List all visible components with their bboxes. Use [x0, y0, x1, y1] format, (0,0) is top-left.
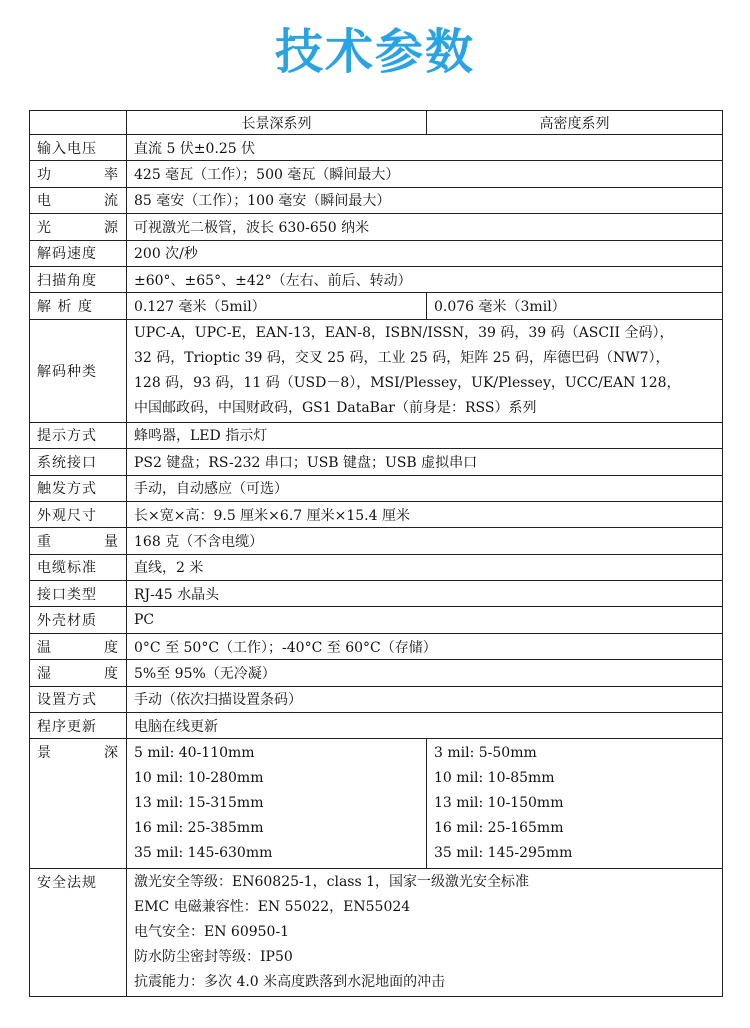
- label-dimensions: 外观尺寸: [30, 501, 127, 527]
- row-current: [30, 187, 723, 213]
- value-dimensions: 长×宽×高：9.5 厘米×6.7 厘米×15.4 厘米: [127, 501, 723, 527]
- value-housing: PC: [127, 607, 723, 633]
- value-connector: RJ-45 水晶头: [127, 581, 723, 607]
- table-header: [30, 111, 723, 135]
- row-symbologies: [30, 319, 723, 422]
- row-resolution: [30, 293, 723, 319]
- dof-line: 10 mil: 10-280mm: [134, 770, 264, 787]
- row-housing: [30, 607, 723, 633]
- safety-line: 抗震能力：多次 4.0 米高度跌落到水泥地面的冲击: [134, 974, 446, 991]
- safety-line: EMC 电磁兼容性：EN 55022，EN55024: [134, 899, 411, 916]
- label-power: 功 率: [30, 161, 127, 187]
- value-dof-long: [127, 739, 427, 869]
- label-update: 程序更新: [30, 713, 127, 739]
- label-light-source: 光 源: [30, 214, 127, 240]
- label-symbologies: 解码种类: [30, 319, 127, 422]
- row-update: [30, 713, 723, 739]
- header-long-dof-series: 长景深系列: [127, 111, 427, 135]
- value-current: 85 毫安（工作）；100 毫安（瞬间最大）: [127, 187, 723, 213]
- label-interface: 系统接口: [30, 449, 127, 475]
- dof-line: 13 mil: 15-315mm: [134, 795, 264, 812]
- value-setup: 手动（依次扫描设置条码）: [127, 686, 723, 712]
- value-decode-speed: 200 次/秒: [127, 240, 723, 266]
- value-temperature: 0°C 至 50°C（工作）；-40°C 至 60°C（存储）: [127, 633, 723, 659]
- row-humidity: [30, 660, 723, 686]
- value-power: 425 毫瓦（工作）；500 毫瓦（瞬间最大）: [127, 161, 723, 187]
- symbology-line: UPC-A，UPC-E，EAN-13，EAN-8，ISBN/ISSN，39 码，39 码（ASCII 全码），: [134, 324, 674, 341]
- value-cable: 直线，2 米: [127, 554, 723, 580]
- row-safety: [30, 869, 723, 997]
- value-humidity: 5%至 95%（无冷凝）: [127, 660, 723, 686]
- row-decode-speed: [30, 240, 723, 266]
- label-decode-speed: 解码速度: [30, 240, 127, 266]
- label-voltage: 输入电压: [30, 135, 127, 161]
- safety-line: 防水防尘密封等级：IP50: [134, 949, 293, 966]
- row-scan-angle: [30, 266, 723, 292]
- dof-line: 13 mil: 10-150mm: [434, 795, 564, 812]
- row-interface: [30, 449, 723, 475]
- value-interface: PS2 键盘；RS-232 串口；USB 键盘；USB 虚拟串口: [127, 449, 723, 475]
- value-trigger: 手动，自动感应（可选）: [127, 475, 723, 501]
- label-scan-angle: 扫描角度: [30, 266, 127, 292]
- value-indicator: 蜂鸣器，LED 指示灯: [127, 422, 723, 448]
- row-connector: [30, 581, 723, 607]
- label-safety: 安全法规: [30, 869, 127, 997]
- dof-line: 5 mil: 40-110mm: [134, 745, 255, 762]
- spec-table: [29, 110, 723, 997]
- row-cable: [30, 554, 723, 580]
- row-light-source: [30, 214, 723, 240]
- safety-line: 电气安全：EN 60950-1: [134, 924, 290, 941]
- row-depth-of-field: [30, 739, 723, 869]
- header-high-density-series: 高密度系列: [427, 111, 723, 135]
- row-power: [30, 161, 723, 187]
- label-connector: 接口类型: [30, 581, 127, 607]
- label-current: 电 流: [30, 187, 127, 213]
- value-dof-high: [427, 739, 723, 869]
- row-indicator: [30, 422, 723, 448]
- row-trigger: [30, 475, 723, 501]
- value-voltage: 直流 5 伏±0.25 伏: [127, 135, 723, 161]
- symbology-line: 128 码，93 码，11 码（USD－8），MSI/Plessey，UK/Plessey，UCC/EAN 128，: [134, 374, 681, 391]
- label-trigger: 触发方式: [30, 475, 127, 501]
- safety-line: 激光安全等级：EN60825-1，class 1，国家一级激光安全标准: [134, 874, 530, 891]
- dof-line: 35 mil: 145-295mm: [434, 845, 573, 862]
- dof-line: 10 mil: 10-85mm: [434, 770, 555, 787]
- label-cable: 电缆标准: [30, 554, 127, 580]
- dof-line: 16 mil: 25-165mm: [434, 820, 564, 837]
- label-humidity: 湿 度: [30, 660, 127, 686]
- value-light-source: 可视激光二极管，波长 630-650 纳米: [127, 214, 723, 240]
- dof-line: 16 mil: 25-385mm: [134, 820, 264, 837]
- row-temperature: [30, 633, 723, 659]
- label-weight: 重 量: [30, 528, 127, 554]
- label-indicator: 提示方式: [30, 422, 127, 448]
- value-resolution-high: 0.076 毫米（3mil）: [427, 293, 723, 319]
- symbology-line: 32 码，Trioptic 39 码，交叉 25 码，工业 25 码，矩阵 25 码，库德巴码（NW7），: [134, 349, 670, 366]
- row-setup: [30, 686, 723, 712]
- row-voltage: [30, 135, 723, 161]
- symbology-line: 中国邮政码，中国财政码，GS1 DataBar（前身是：RSS）系列: [134, 399, 537, 416]
- value-weight: 168 克（不含电缆）: [127, 528, 723, 554]
- value-scan-angle: ±60°、±65°、±42°（左右、前后、转动）: [127, 266, 723, 292]
- label-resolution: 解 析 度: [30, 293, 127, 319]
- page-title: 技术参数: [274, 24, 475, 80]
- value-symbologies: [127, 319, 723, 422]
- label-housing: 外壳材质: [30, 607, 127, 633]
- dof-line: 35 mil: 145-630mm: [134, 845, 273, 862]
- label-setup: 设置方式: [30, 686, 127, 712]
- value-resolution-long: 0.127 毫米（5mil）: [127, 293, 427, 319]
- label-depth-of-field: 景 深: [30, 739, 127, 869]
- label-temperature: 温 度: [30, 633, 127, 659]
- dof-line: 3 mil: 5-50mm: [434, 745, 537, 762]
- row-dimensions: [30, 501, 723, 527]
- value-update: 电脑在线更新: [127, 713, 723, 739]
- row-weight: [30, 528, 723, 554]
- value-safety: [127, 869, 723, 997]
- header-empty: [30, 111, 127, 135]
